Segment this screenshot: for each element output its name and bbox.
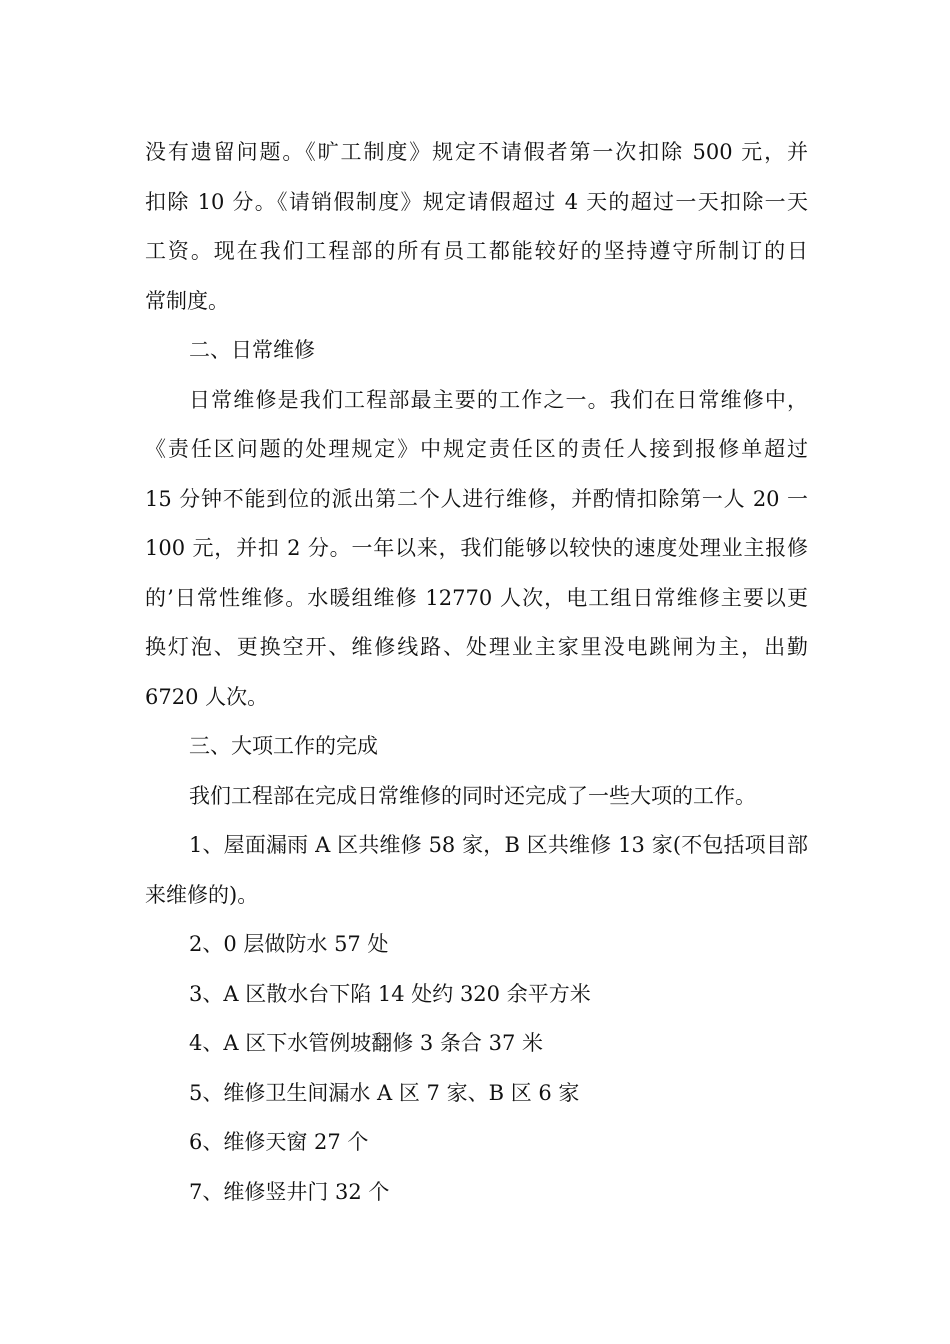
paragraph-line: 6720 人次。 bbox=[145, 684, 269, 709]
paragraph-line: 我们工程部在完成日常维修的同时还完成了一些大项的工作。 bbox=[189, 783, 756, 808]
list-item: 7、维修竖井门 32 个 bbox=[189, 1179, 390, 1204]
paragraph-line: 换灯泡、更换空开、维修线路、处理业主家里没电跳闸为主，出勤 bbox=[145, 635, 808, 659]
section-heading: 三、大项工作的完成 bbox=[189, 734, 378, 758]
paragraph-line: 没有遗留问题。《旷工制度》规定不请假者第一次扣除 500 元，并 bbox=[145, 140, 808, 164]
list-item-continuation: 来维修的)。 bbox=[145, 882, 259, 907]
list-item: 1、屋面漏雨 A 区共维修 58 家，B 区共维修 13 家(不包括项目部 bbox=[189, 833, 808, 857]
list-item: 6、维修天窗 27 个 bbox=[189, 1130, 369, 1154]
paragraph-line: 的’日常性维修。水暖组维修 12770 人次，电工组日常维修主要以更 bbox=[145, 585, 808, 610]
section-heading: 二、日常维修 bbox=[189, 338, 315, 362]
paragraph-line: 15 分钟不能到位的派出第二个人进行维修，并酌情扣除第一人 20 一 bbox=[145, 486, 808, 511]
paragraph-line: 日常维修是我们工程部最主要的工作之一。我们在日常维修中， bbox=[189, 387, 808, 412]
paragraph-line: 100 元，并扣 2 分。一年以来，我们能够以较快的速度处理业主报修 bbox=[145, 536, 808, 560]
list-item: 2、0 层做防水 57 处 bbox=[189, 932, 389, 956]
paragraph-line: 《责任区问题的处理规定》中规定责任区的责任人接到报修单超过 bbox=[145, 437, 808, 461]
list-item: 5、维修卫生间漏水 A 区 7 家、B 区 6 家 bbox=[189, 1080, 580, 1105]
paragraph-line: 扣除 10 分。《请销假制度》规定请假超过 4 天的超过一天扣除一天 bbox=[145, 189, 808, 214]
paragraph-line: 工资。现在我们工程部的所有员工都能较好的坚持遵守所制订的日 bbox=[145, 239, 808, 263]
document-body bbox=[145, 128, 808, 1217]
paragraph-line: 常制度。 bbox=[145, 288, 229, 313]
list-item: 4、A 区下水管例坡翻修 3 条合 37 米 bbox=[189, 1031, 543, 1055]
list-item: 3、A 区散水台下陷 14 处约 320 余平方米 bbox=[189, 981, 591, 1006]
